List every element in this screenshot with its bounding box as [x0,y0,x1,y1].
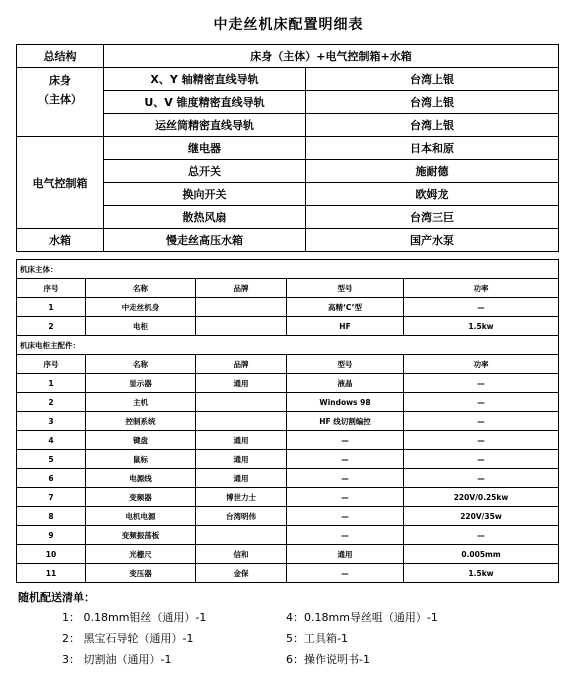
summary-item-brand: 台湾上银 [306,91,559,114]
cell-power: — [404,526,559,545]
section-title: 机床主体： [17,260,559,279]
cell-index: 3 [17,412,86,431]
accessory-item: 6：操作说明书-1 [286,653,370,666]
accessories-title: 随机配送清单： [18,591,95,604]
summary-item-brand: 台湾上银 [306,68,559,91]
cell-power: — [404,431,559,450]
table-row [17,412,559,431]
section-row [17,336,559,355]
detail-header-row [17,355,559,374]
summary-item-brand: 国产水泵 [306,229,559,252]
cell-name: 鼠标 [86,450,196,469]
cell-index: 2 [17,393,86,412]
table-row [17,526,559,545]
cell-brand: 台湾明伟 [196,507,287,526]
cell-name: 中走丝机身 [86,298,196,317]
summary-header-row [17,45,559,68]
cell-brand [196,317,287,336]
cell-model: 通用 [287,545,404,564]
summary-item-brand: 台湾上银 [306,114,559,137]
section-row [17,260,559,279]
column-header-model: 型号 [287,355,404,374]
cell-name: 控制系统 [86,412,196,431]
cell-index: 2 [17,317,86,336]
cell-model: — [287,507,404,526]
cell-model: — [287,469,404,488]
cell-index: 4 [17,431,86,450]
cell-power: — [404,450,559,469]
accessory-item: 3： 切割油（通用）-1 [62,653,172,666]
table-row [17,545,559,564]
summary-table [16,44,559,252]
cell-brand [196,412,287,431]
cell-power: 0.005mm [404,545,559,564]
cell-name: 主机 [86,393,196,412]
summary-item-name: 总开关 [104,160,306,183]
summary-item-name: 散热风扇 [104,206,306,229]
accessory-item: 2： 黑宝石导轮（通用）-1 [62,632,194,645]
column-header-index: 序号 [17,279,86,298]
column-header-model: 型号 [287,279,404,298]
table-row [17,450,559,469]
cell-brand: 信和 [196,545,287,564]
table-row [17,431,559,450]
summary-item-brand: 台湾三巨 [306,206,559,229]
cell-name: 变频器 [86,488,196,507]
cell-name: 键盘 [86,431,196,450]
cell-brand: 通用 [196,374,287,393]
summary-item-name: X、Y 轴精密直线导轨 [104,68,306,91]
column-header-name: 名称 [86,279,196,298]
summary-header-label: 总结构 [17,45,104,68]
cell-name: 光栅尺 [86,545,196,564]
summary-row [17,137,559,160]
cell-name: 电柜 [86,317,196,336]
cell-power: — [404,469,559,488]
section-title: 机床电柜主配件： [17,336,559,355]
column-header-brand: 品牌 [196,355,287,374]
cell-index: 7 [17,488,86,507]
cell-index: 11 [17,564,86,583]
accessory-item: 1： 0.18mm钼丝（通用）-1 [62,611,207,624]
summary-header-value: 床身（主体）+电气控制箱+水箱 [104,45,559,68]
table-row [17,298,559,317]
table-row [17,393,559,412]
cell-index: 5 [17,450,86,469]
detail-header-row [17,279,559,298]
cell-model: — [287,431,404,450]
cell-brand [196,298,287,317]
summary-item-brand: 日本和原 [306,137,559,160]
cell-power: 220V/35w [404,507,559,526]
cell-model: — [287,450,404,469]
cell-index: 1 [17,298,86,317]
cell-index: 10 [17,545,86,564]
cell-power: 1.5kw [404,564,559,583]
cell-model: HF [287,317,404,336]
summary-group-label: 床身 （主体） [17,68,104,137]
summary-item-name: 继电器 [104,137,306,160]
summary-row [17,68,559,91]
cell-power: — [404,298,559,317]
cell-brand: 通用 [196,431,287,450]
column-header-power: 功率 [404,355,559,374]
cell-model: HF 线切割编控 [287,412,404,431]
column-header-power: 功率 [404,279,559,298]
cell-brand: 通用 [196,450,287,469]
cell-model: Windows 98 [287,393,404,412]
detail-table [16,259,559,583]
table-row [17,564,559,583]
cell-model: 高精‘C’型 [287,298,404,317]
cell-brand: 博世力士 [196,488,287,507]
summary-item-brand: 施耐德 [306,160,559,183]
summary-item-brand: 欧姆龙 [306,183,559,206]
cell-index: 1 [17,374,86,393]
cell-model: 液晶 [287,374,404,393]
accessory-item: 4：0.18mm导丝咀（通用）-1 [286,611,438,624]
table-row [17,507,559,526]
table-row [17,374,559,393]
table-row [17,469,559,488]
summary-item-name: 运丝筒精密直线导轨 [104,114,306,137]
cell-power: 1.5kw [404,317,559,336]
cell-brand: 金保 [196,564,287,583]
accessory-item: 5：工具箱-1 [286,632,348,645]
summary-item-name: 换向开关 [104,183,306,206]
table-row [17,488,559,507]
cell-model: — [287,526,404,545]
column-header-brand: 品牌 [196,279,287,298]
summary-item-name: 慢走丝高压水箱 [104,229,306,252]
cell-name: 变频振荡板 [86,526,196,545]
cell-index: 9 [17,526,86,545]
cell-name: 显示器 [86,374,196,393]
cell-brand [196,526,287,545]
cell-brand: 通用 [196,469,287,488]
cell-name: 变压器 [86,564,196,583]
cell-model: — [287,488,404,507]
table-row [17,317,559,336]
cell-power: 220V/0.25kw [404,488,559,507]
column-header-index: 序号 [17,355,86,374]
cell-brand [196,393,287,412]
column-header-name: 名称 [86,355,196,374]
summary-row [17,229,559,252]
cell-model: — [287,564,404,583]
page-title: 中走丝机床配置明细表 [213,17,364,33]
cell-power: — [404,374,559,393]
cell-name: 电机电源 [86,507,196,526]
cell-power: — [404,393,559,412]
cell-power: — [404,412,559,431]
cell-index: 6 [17,469,86,488]
summary-item-name: U、V 锥度精密直线导轨 [104,91,306,114]
cell-index: 8 [17,507,86,526]
cell-name: 电源线 [86,469,196,488]
summary-group-label: 水箱 [17,229,104,252]
summary-group-label: 电气控制箱 [17,137,104,229]
